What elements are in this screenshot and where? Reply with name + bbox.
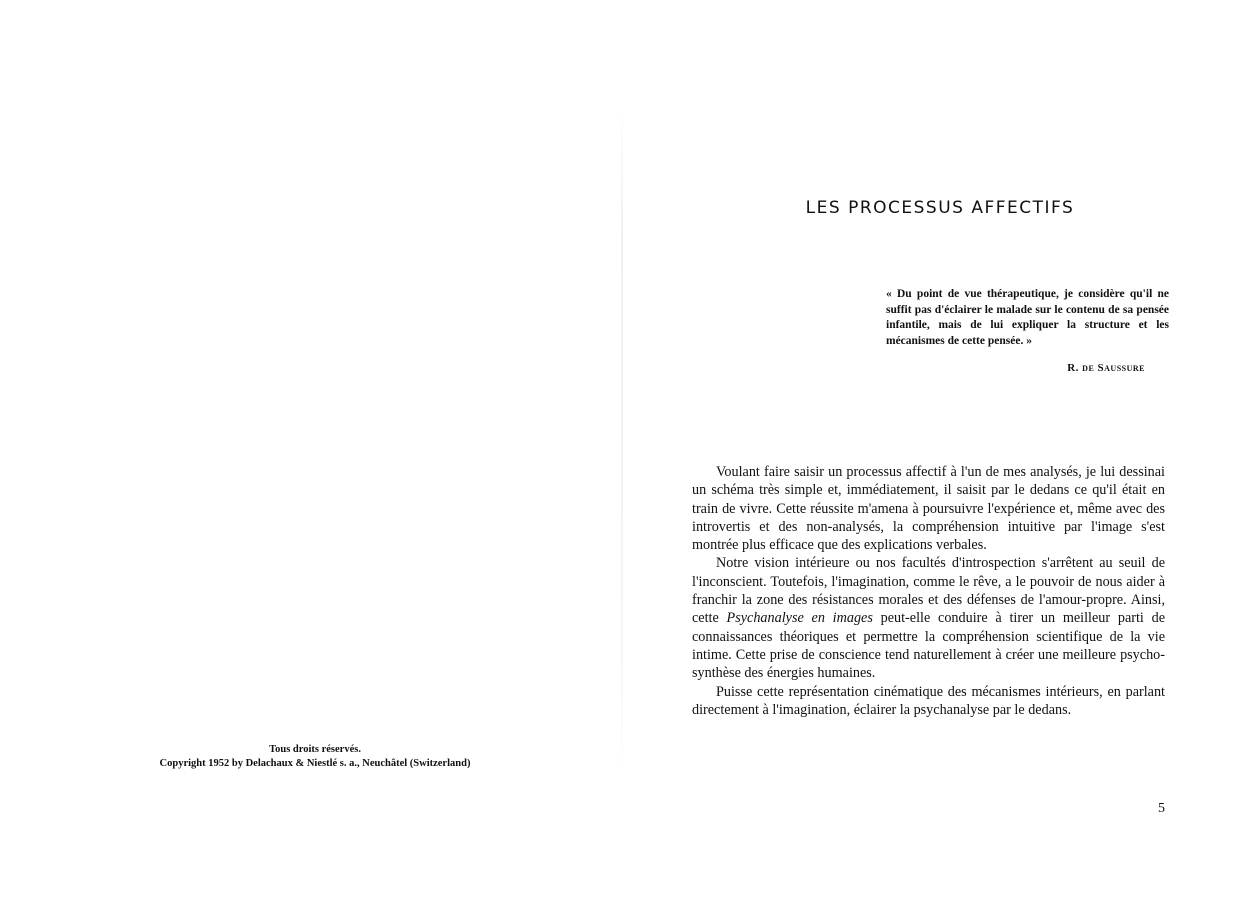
body-text: [692, 463, 1165, 719]
paragraph-3: Puisse cette représentation cinématique des mécanismes intérieurs, en parlant directement à l'imagination, éclairer la psychanalyse par le dedans.: [692, 683, 1165, 718]
right-page: [620, 0, 1240, 900]
epigraph-author: [886, 362, 1145, 374]
book-title-emphasis: Psychanalyse en images: [726, 610, 873, 627]
paragraph-2-part-1: Notre vision intérieure ou nos facultés d'introspection s'arrêtent au seuil de l'inconscient. Toutefois, l'imagination, comme le rêve, a le pouvoir de nous aider à franchir la zone des résistances morales et des défenses de l'amour-propre. Ainsi, cette: [692, 555, 1165, 627]
copyright-line: Copyright 1952 by Delachaux & Niestlé s. a., Neuchâtel (Switzerland): [159, 758, 471, 769]
page-number: 5: [1158, 801, 1165, 816]
epigraph-quote: « Du point de vue thérapeutique, je considère qu'il ne suffit pas d'éclairer le malade sur le contenu de sa pensée infantile, mais de lui expliquer la structure et les mécanismes de cette pensée. »: [886, 288, 1169, 347]
paragraph-2-part-2: peut-elle conduire à tirer un meilleur parti de connaissances théoriques et permettre la compréhension scientifique de la vie intime. Cette prise de conscience tend naturellement à créer une meilleure psycho-synthèse des énergies humaines.: [692, 610, 1165, 682]
paragraph-2: [692, 554, 1165, 682]
epigraph-author-name: R. de Saussure: [1067, 362, 1145, 374]
paragraph-1: Voulant faire saisir un processus affectif à l'un de mes analysés, je lui dessinai un schéma très simple et, immédiatement, il saisit par le dedans ce qu'il était en train de vivre. Cette réussite m'amena à poursuivre l'expérience et, même avec des introvertis et des non-analysés, la compréhension intuitive par l'image s'est montrée plus efficace que des explications verbales.: [692, 464, 1165, 554]
copyright-notice: [110, 743, 520, 771]
chapter-title: LES PROCESSUS AFFECTIFS: [805, 198, 1075, 218]
rights-reserved-line: Tous droits réservés.: [269, 744, 361, 755]
